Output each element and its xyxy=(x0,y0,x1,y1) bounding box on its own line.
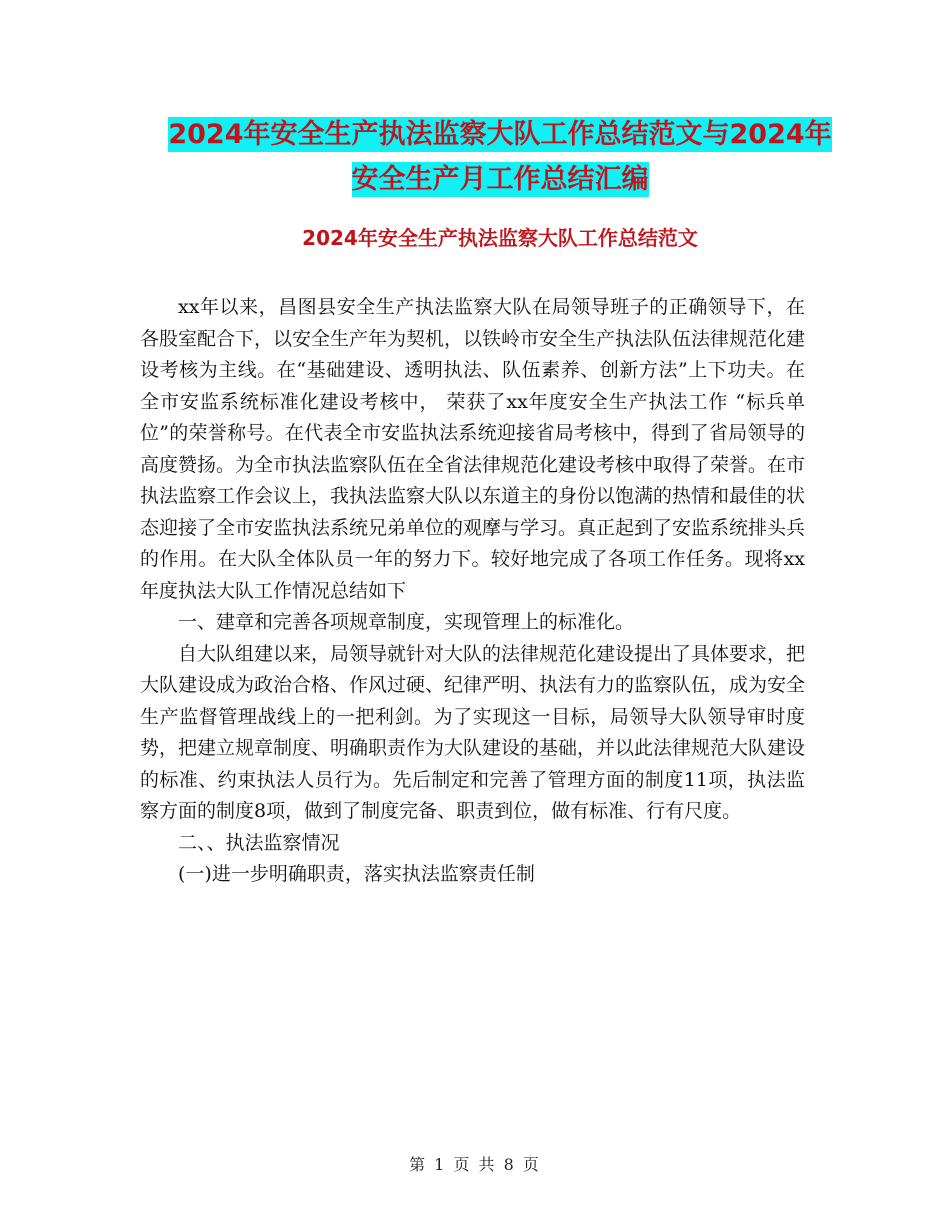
section-title: 2024年安全生产执法监察大队工作总结范文 xyxy=(302,226,698,250)
title-line-2: 安全生产月工作总结汇编 xyxy=(351,164,649,195)
page-footer: 第 1 页 共 8 页 xyxy=(409,1155,541,1174)
title-line-1: 2024年安全生产执法监察大队工作总结范文与2024年 xyxy=(168,119,832,150)
document-body xyxy=(140,292,805,891)
paragraph: (一)进一步明确职责，落实执法监察责任制 xyxy=(178,863,535,885)
document-title xyxy=(140,112,860,202)
paragraph: xx年以来，昌图县安全生产执法监察大队在局领导班子的正确领导下，在各股室配合下，以安全生产年为契机，以铁岭市安全生产执法队伍法律规范化建设考核为主线。在“基础建设、透明执法、队伍素养、创新方法”上下功夫。在全市安监系统标准化建设考核中， 荣获了xx年度安全生产执法工作 “标兵单位”的荣誉称号。在代表全市安监执法系统迎接省局考核中，得到了省局领导的高度赞扬。为全市执法监察队伍在全省法律规范化建设考核中取得了荣誉。在市执法监察工作会议上，我执法监察大队以东道主的身份以饱满的热情和最佳的状态迎接了全市安监执法系统兄弟单位的观摩与学习。真正起到了安监系统排头兵的作用。在大队全体队员一年的努力下。较好地完成了各项工作任务。现将xx年度执法大队工作情况总结如下 xyxy=(140,296,806,602)
paragraph: 一、建章和完善各项规章制度，实现管理上的标准化。 xyxy=(178,611,635,633)
paragraph: 自大队组建以来，局领导就针对大队的法律规范化建设提出了具体要求，把大队建设成为政治合格、作风过硬、纪律严明、执法有力的监察队伍，成为安全生产监督管理战线上的一把利剑。为了实现这一目标，局领导大队领导审时度势，把建立规章制度、明确职责作为大队建设的基础，并以此法律规范大队建设的标准、约束执法人员行为。先后制定和完善了管理方面的制度11项，执法监察方面的制度8项，做到了制度完备、职责到位，做有标准、行有尺度。 xyxy=(140,642,806,822)
paragraph: 二、、执法监察情况 xyxy=(178,831,340,854)
